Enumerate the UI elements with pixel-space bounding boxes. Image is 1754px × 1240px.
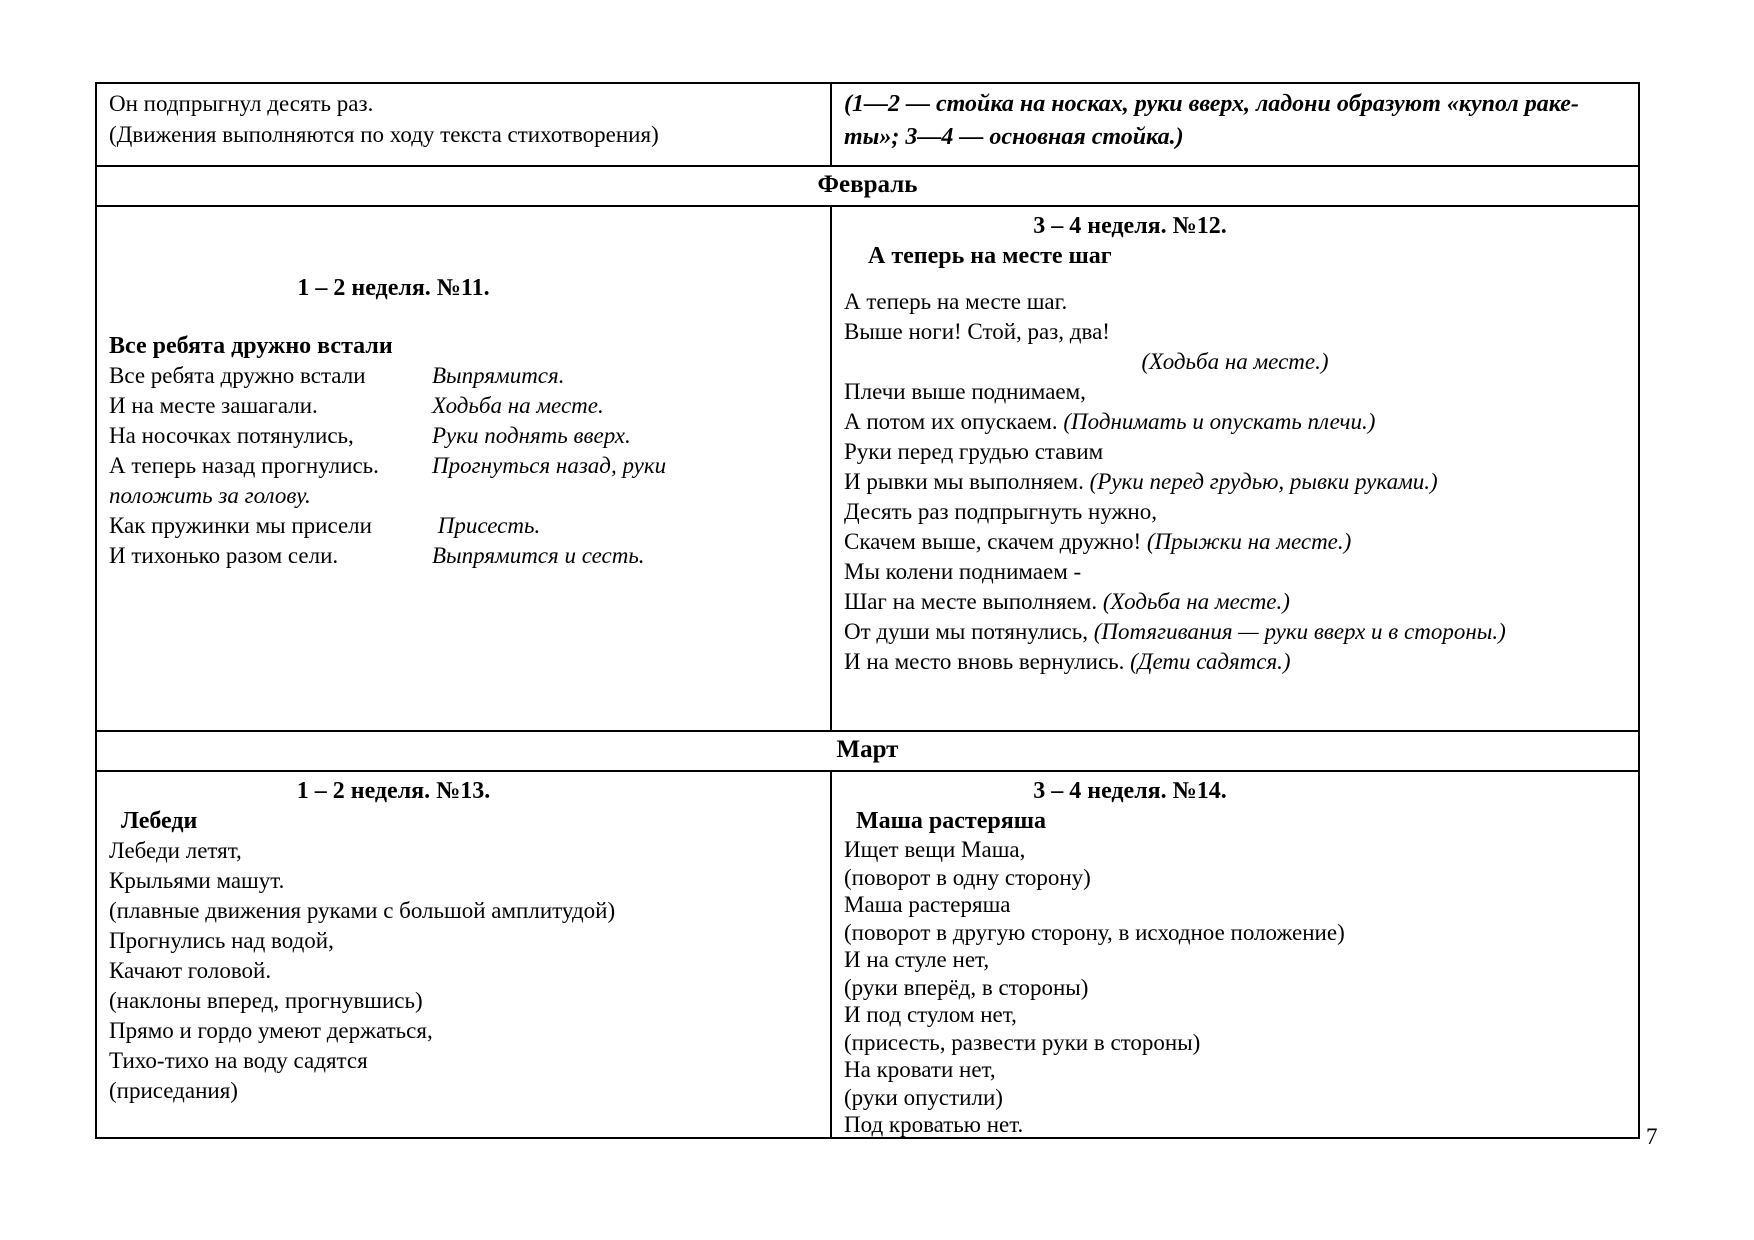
table-row-top	[97, 84, 1638, 167]
line-text: Прогнулись над водой,	[109, 928, 334, 953]
line-text: Мы колени поднимаем -	[844, 559, 1082, 584]
text-line	[844, 836, 1626, 864]
page-number: 7	[1646, 1124, 1658, 1149]
text-line	[109, 866, 818, 896]
exercise-table	[95, 82, 1640, 1139]
table-row-march	[97, 772, 1638, 1137]
poem-title: Все ребята дружно встали	[109, 333, 393, 359]
text-line	[844, 377, 1626, 407]
top-right-cell	[832, 84, 1638, 165]
text-line	[844, 287, 1626, 317]
text-line	[844, 919, 1626, 947]
movement-note: (Дети садятся.)	[1130, 649, 1291, 674]
text-line	[844, 527, 1626, 557]
poem-lines	[109, 836, 818, 1106]
text-line	[109, 896, 818, 926]
poem-lines	[844, 836, 1626, 1137]
march-left-cell	[97, 772, 832, 1137]
line-text: Маша растеряша	[844, 892, 1011, 917]
march-header-row: Март	[97, 732, 1638, 772]
poem-line	[109, 451, 818, 481]
text-line	[844, 587, 1626, 617]
poem-lines	[844, 287, 1626, 677]
poem-title: А теперь на месте шаг	[868, 243, 1112, 269]
line-text: Ищет вещи Маша,	[844, 837, 1026, 862]
table-row-february	[97, 207, 1638, 732]
top-left-cell	[97, 84, 832, 165]
line-text: (поворот в одну сторону)	[844, 864, 1091, 890]
text-line	[844, 1029, 1626, 1057]
february-right-cell	[832, 207, 1638, 730]
text-line	[844, 1001, 1626, 1029]
text-line	[844, 1084, 1626, 1112]
line-text: А потом их опускаем.	[844, 409, 1064, 434]
line-text: Скачем выше, скачем дружно!	[844, 529, 1147, 554]
text-line	[844, 946, 1626, 974]
poem-text: А теперь назад прогнулись.	[109, 453, 379, 478]
poem-line: (Движения выполняются по ходу текста стихотворения)	[109, 122, 659, 147]
line-text: Прямо и гордо умеют держаться,	[109, 1018, 433, 1043]
text-line	[844, 1056, 1626, 1084]
february-left-cell	[97, 207, 832, 730]
movement-instruction: ты»; 3—4 — основная стойка.)	[844, 124, 1184, 150]
line-text: Шаг на месте выполняем.	[844, 589, 1103, 614]
text-line	[844, 647, 1626, 677]
poem-text: И тихонько разом сели.	[109, 543, 339, 568]
text-line	[844, 891, 1626, 919]
poem-text: И на месте зашагали.	[109, 393, 318, 418]
text-line	[844, 1111, 1626, 1137]
text-line	[844, 497, 1626, 527]
poem-title: Лебеди	[121, 808, 198, 834]
line-text: Десять раз подпрыгнуть нужно,	[844, 499, 1157, 524]
line-text: И под стулом нет,	[844, 1002, 1017, 1027]
line-text: (плавные движения руками с большой амплитудой)	[109, 898, 616, 923]
week-title: 3 – 4 неделя. №12.	[1033, 213, 1227, 239]
line-text: И рывки мы выполняем.	[844, 469, 1090, 494]
poem-line	[109, 421, 818, 451]
line-text: Выше ноги! Стой, раз, два!	[844, 319, 1110, 344]
text-line	[844, 407, 1626, 437]
week-title: 3 – 4 неделя. №14.	[1033, 778, 1227, 804]
movement-instruction: Присесть.	[432, 513, 541, 538]
movement-note: (Ходьба на месте.)	[1102, 589, 1290, 614]
text-line	[844, 347, 1626, 377]
text-line	[109, 986, 818, 1016]
text-line	[844, 317, 1626, 347]
poem-text: На носочках потянулись,	[109, 423, 354, 448]
poem-lines	[109, 361, 818, 571]
line-text: Лебеди летят,	[109, 838, 242, 863]
poem-line	[109, 541, 818, 571]
movement-note: (Поднимать и опускать плечи.)	[1063, 409, 1376, 434]
line-text: (наклоны вперед, прогнувшись)	[109, 988, 423, 1013]
poem-title: Маша растеряша	[856, 808, 1046, 834]
line-text: (присесть, развести руки в стороны)	[844, 1029, 1201, 1055]
movement-instruction: (1—2 — стойка на носках, руки вверх, ладони образуют «купол раке-	[844, 91, 1579, 117]
poem-line	[109, 361, 818, 391]
poem-line: Он подпрыгнул десять раз.	[109, 91, 374, 116]
poem-line	[109, 511, 818, 541]
line-text: И на стуле нет,	[844, 947, 990, 972]
march-right-cell	[832, 772, 1638, 1137]
line-text: Руки перед грудью ставим	[844, 439, 1104, 464]
movement-instruction: Ходьба на месте.	[432, 393, 604, 418]
movement-note: (Потягивания — руки вверх и в стороны.)	[1093, 619, 1506, 644]
text-line	[844, 437, 1626, 467]
movement-instruction: Выпрямится.	[432, 363, 565, 388]
movement-instruction: положить за голову.	[109, 483, 311, 508]
text-line	[844, 974, 1626, 1002]
movement-note: (Ходьба на месте.)	[1141, 349, 1329, 374]
text-line	[844, 467, 1626, 497]
line-text: Качают головой.	[109, 958, 272, 983]
movement-note: (Прыжки на месте.)	[1146, 529, 1352, 554]
line-text: Тихо-тихо на воду садятся	[109, 1048, 368, 1073]
line-text: От души мы потянулись,	[844, 619, 1094, 644]
text-line	[109, 1016, 818, 1046]
poem-line	[109, 391, 818, 421]
movement-instruction: Руки поднять вверх.	[432, 423, 631, 448]
poem-text: Все ребята дружно встали	[109, 363, 366, 388]
line-text: (приседания)	[109, 1078, 238, 1103]
movement-instruction: Прогнуться назад, руки	[432, 453, 667, 478]
line-text: Под кроватью нет.	[844, 1112, 1024, 1137]
line-text: А теперь на месте шаг.	[844, 289, 1068, 314]
poem-line	[109, 481, 818, 511]
text-line	[844, 864, 1626, 892]
text-line	[109, 926, 818, 956]
week-title: 1 – 2 неделя. №13.	[296, 778, 491, 804]
text-line	[844, 617, 1626, 647]
text-line	[109, 1046, 818, 1076]
movement-instruction: Выпрямится и сесть.	[432, 543, 645, 568]
poem-text: Как пружинки мы присели	[109, 513, 372, 538]
line-text: (руки опустили)	[844, 1084, 1003, 1110]
text-line	[109, 956, 818, 986]
text-line	[109, 836, 818, 866]
line-text: На кровати нет,	[844, 1057, 996, 1082]
line-text: (руки вперёд, в стороны)	[844, 974, 1089, 1000]
line-text: (поворот в другую сторону, в исходное положение)	[844, 919, 1345, 945]
line-text: Плечи выше поднимаем,	[844, 379, 1086, 404]
movement-note: (Руки перед грудью, рывки руками.)	[1089, 469, 1438, 494]
week-title: 1 – 2 неделя. №11.	[297, 275, 490, 301]
february-header-row: Февраль	[97, 167, 1638, 207]
line-text: Крыльями машут.	[109, 868, 285, 893]
text-line	[109, 1076, 818, 1106]
line-text: И на место вновь вернулись.	[844, 649, 1131, 674]
text-line	[844, 557, 1626, 587]
